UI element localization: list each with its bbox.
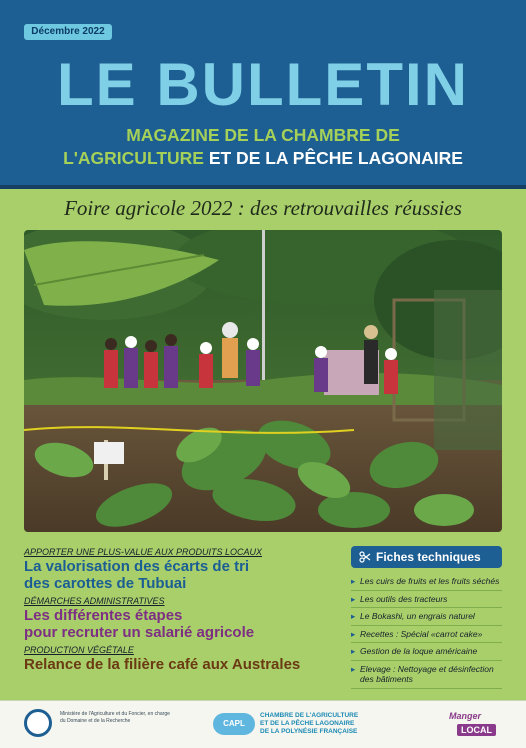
government-seal-logo <box>24 709 52 737</box>
magazine-subtitle <box>0 124 526 170</box>
subtitle-line-1: MAGAZINE DE LA CHAMBRE DE <box>126 125 400 145</box>
manger-local-logo <box>447 709 501 741</box>
article-headline[interactable] <box>24 607 342 641</box>
ministry-text: Ministère de l'Agriculture et du Foncier, en charge du Domaine et de la Recherche <box>60 711 170 724</box>
capl-logo: CAPL <box>213 713 255 735</box>
article-kicker: PRODUCTION VÉGÉTALE <box>24 645 134 655</box>
article-headline[interactable] <box>24 558 342 592</box>
fiche-item[interactable]: ▸ Les outils des tracteurs <box>351 591 502 609</box>
article-headline[interactable]: Relance de la filière café aux Australes <box>24 656 301 673</box>
magazine-title: LE BULLETIN <box>57 51 469 118</box>
fiche-item[interactable]: ▸ Le Bokashi, un engrais naturel <box>351 608 502 626</box>
article-headline-line: des carottes de Tubuai <box>24 575 187 592</box>
scissors-icon <box>359 551 371 563</box>
cover-footer <box>0 700 526 748</box>
cover-header <box>0 0 526 185</box>
garden-photo-illustration <box>24 230 502 532</box>
fiches-title: Fiches techniques <box>376 550 481 564</box>
fiche-item[interactable]: ▸ Elevage : Nettoyage et désinfection des bâtiments <box>351 661 502 689</box>
subtitle-line-2 <box>0 147 526 170</box>
fiche-item[interactable]: ▸ Les cuirs de fruits et les fruits séchés <box>351 573 502 591</box>
subtitle-agriculture: L'AGRICULTURE <box>63 148 204 168</box>
fiche-item[interactable]: ▸ Gestion de la loque américaine <box>351 643 502 661</box>
article-teasers <box>24 546 342 676</box>
article-headline-line: pour recruter un salarié agricole <box>24 624 255 641</box>
cover-photo <box>24 230 502 532</box>
article-headline-line: La valorisation des écarts de tri <box>24 558 250 575</box>
fiches-techniques-panel <box>351 546 502 689</box>
header-divider <box>0 185 526 189</box>
manger-text: Manger <box>449 711 482 721</box>
article-kicker: APPORTER UNE PLUS-VALUE AUX PRODUITS LOCAUX <box>24 547 263 557</box>
capl-name <box>260 712 380 736</box>
fiche-item[interactable]: ▸ Recettes : Spécial «carrot cake» <box>351 626 502 644</box>
issue-date-badge: Décembre 2022 <box>24 24 112 40</box>
local-text: LOCAL <box>457 724 496 736</box>
capl-line: DE LA POLYNÉSIE FRANÇAISE <box>260 728 358 735</box>
subtitle-peche: ET DE LA PÊCHE LAGONAIRE <box>203 148 463 168</box>
article-headline-line: Les différentes étapes <box>24 607 183 624</box>
fiches-header <box>351 546 502 568</box>
capl-line: CHAMBRE DE L'AGRICULTURE <box>260 712 359 719</box>
fiches-list <box>351 573 502 689</box>
article-kicker: DÉMARCHES ADMINISTRATIVES <box>24 596 165 606</box>
capl-line: ET DE LA PÊCHE LAGONAIRE <box>260 720 355 727</box>
cover-headline: Foire agricole 2022 : des retrouvailles réussies <box>64 196 462 220</box>
